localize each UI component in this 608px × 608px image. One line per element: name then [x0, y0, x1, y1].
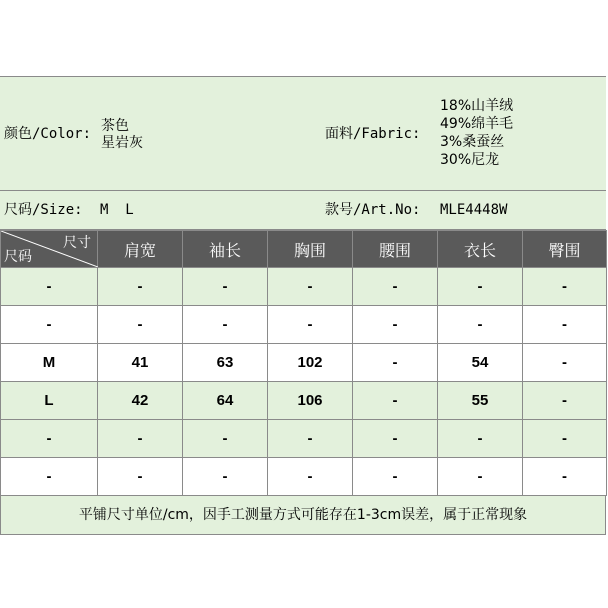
- table-cell: 63: [183, 344, 268, 382]
- table-cell: -: [438, 268, 523, 306]
- table-row: [1, 420, 607, 458]
- fabric-value-1: 18%山羊绒: [440, 98, 514, 114]
- table-cell: -: [353, 420, 438, 458]
- table-cell: -: [523, 344, 607, 382]
- table-cell: L: [1, 382, 98, 420]
- header-shoulder: 肩宽: [98, 231, 183, 268]
- table-cell: -: [438, 306, 523, 344]
- table-row: [1, 268, 607, 306]
- fabric-label: 面料/Fabric:: [325, 126, 421, 142]
- fabric-value-2: 49%绵羊毛: [440, 116, 514, 132]
- size-values: M L: [100, 202, 134, 218]
- table-cell: -: [183, 458, 268, 496]
- table-cell: -: [353, 344, 438, 382]
- header-length: 衣长: [438, 231, 523, 268]
- corner-header-cell: [1, 231, 98, 268]
- header-hip: 臀围: [523, 231, 607, 268]
- table-row: [1, 382, 607, 420]
- product-info-section: [0, 77, 606, 191]
- table-cell: -: [353, 458, 438, 496]
- art-value: MLE4448W: [440, 202, 508, 218]
- table-cell: -: [523, 420, 607, 458]
- table-cell: -: [98, 458, 183, 496]
- color-label: 颜色/Color:: [4, 126, 92, 142]
- table-cell: 102: [268, 344, 353, 382]
- table-cell: -: [523, 268, 607, 306]
- table-cell: -: [183, 306, 268, 344]
- corner-code-label: 尺码: [4, 249, 32, 265]
- table-cell: -: [183, 420, 268, 458]
- table-cell: -: [353, 382, 438, 420]
- table-cell: 106: [268, 382, 353, 420]
- table-cell: -: [523, 306, 607, 344]
- corner-size-label: 尺寸: [63, 235, 91, 251]
- table-cell: 55: [438, 382, 523, 420]
- table-cell: -: [438, 420, 523, 458]
- header-chest: 胸围: [268, 231, 353, 268]
- size-table: [0, 230, 607, 496]
- measurement-note: 平铺尺寸单位/cm，因手工测量方式可能存在1-3cm误差，属于正常现象: [0, 496, 606, 535]
- table-cell: -: [183, 268, 268, 306]
- fabric-value-3: 3%桑蚕丝: [440, 134, 505, 150]
- table-cell: 64: [183, 382, 268, 420]
- table-cell: -: [1, 420, 98, 458]
- size-chart-sheet: [0, 76, 606, 535]
- table-cell: 41: [98, 344, 183, 382]
- table-cell: -: [98, 306, 183, 344]
- table-cell: -: [98, 420, 183, 458]
- table-cell: -: [1, 268, 98, 306]
- table-cell: -: [1, 458, 98, 496]
- color-value-1: 茶色: [101, 118, 129, 134]
- table-cell: M: [1, 344, 98, 382]
- table-header-row: [1, 231, 607, 268]
- table-cell: -: [268, 458, 353, 496]
- table-row: [1, 344, 607, 382]
- table-cell: 54: [438, 344, 523, 382]
- table-cell: -: [438, 458, 523, 496]
- table-cell: -: [268, 306, 353, 344]
- header-sleeve: 袖长: [183, 231, 268, 268]
- table-cell: -: [353, 306, 438, 344]
- table-cell: -: [353, 268, 438, 306]
- table-cell: -: [268, 420, 353, 458]
- table-cell: -: [523, 458, 607, 496]
- header-waist: 腰围: [353, 231, 438, 268]
- table-row: [1, 306, 607, 344]
- table-cell: -: [1, 306, 98, 344]
- fabric-value-4: 30%尼龙: [440, 152, 500, 168]
- table-cell: -: [98, 268, 183, 306]
- size-art-section: [0, 191, 606, 230]
- table-cell: -: [268, 268, 353, 306]
- table-cell: 42: [98, 382, 183, 420]
- color-value-2: 星岩灰: [101, 135, 143, 151]
- art-label: 款号/Art.No:: [325, 202, 421, 218]
- table-row: [1, 458, 607, 496]
- table-cell: -: [523, 382, 607, 420]
- size-label: 尺码/Size:: [4, 202, 83, 218]
